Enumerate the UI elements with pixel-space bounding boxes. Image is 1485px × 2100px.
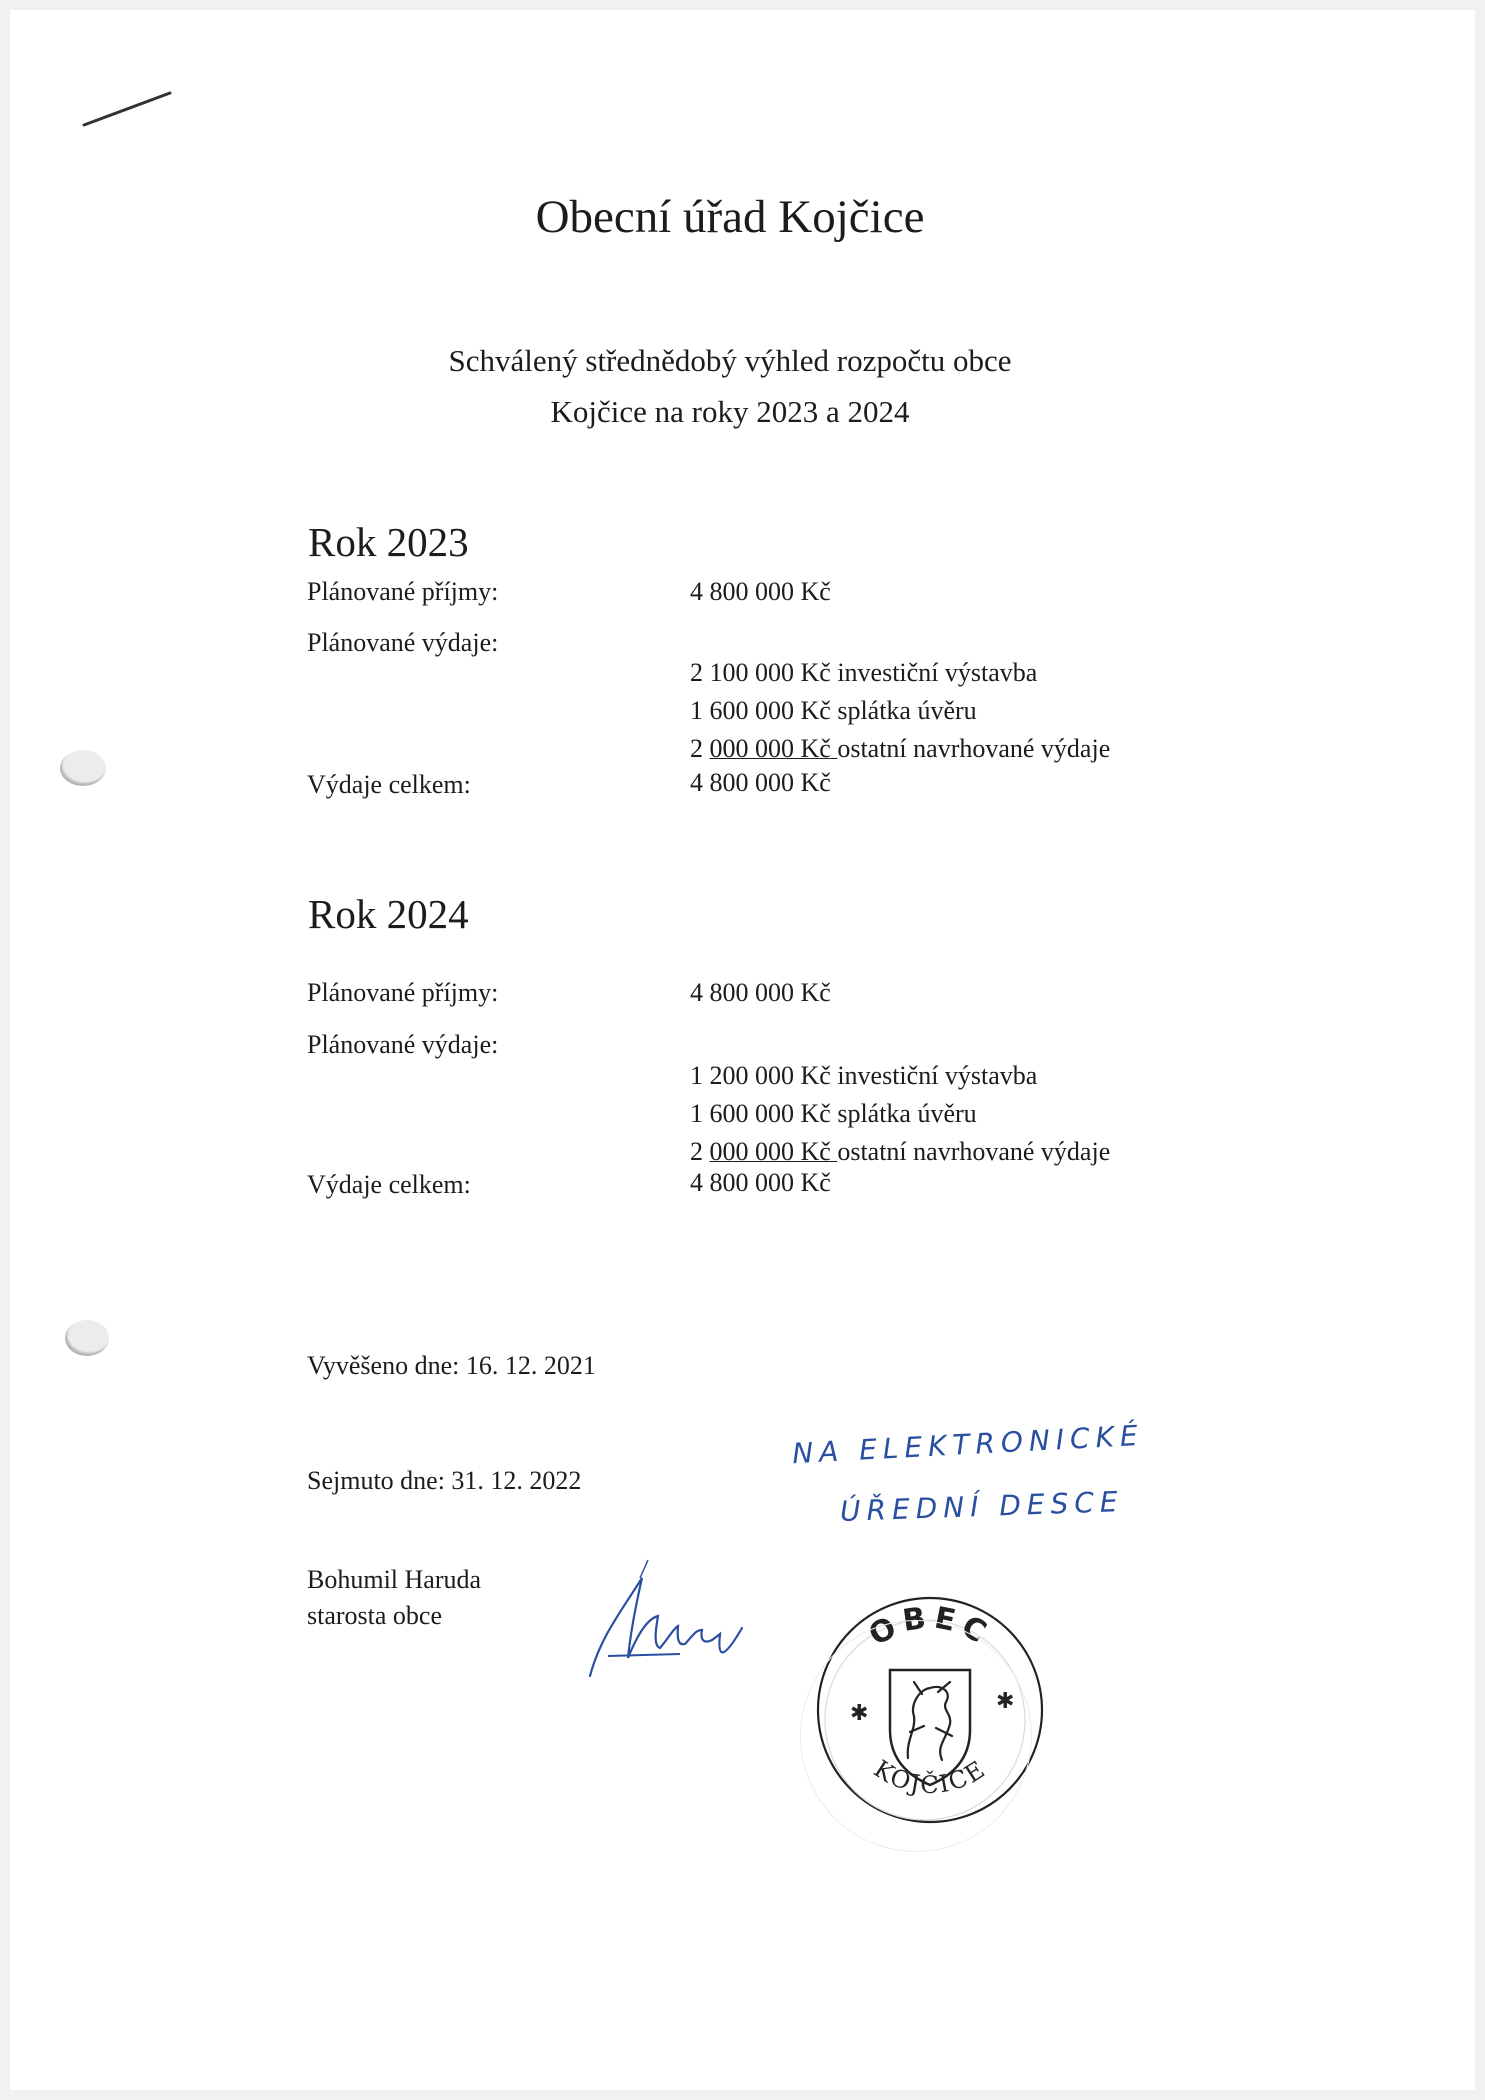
expense-text: splátka úvěru — [837, 1099, 977, 1128]
expense-item — [690, 734, 1110, 764]
star-icon: ✱ — [850, 1701, 869, 1726]
page-title: Obecní úřad Kojčice — [535, 191, 925, 243]
stamp-top-text: OBEC — [863, 1600, 998, 1654]
expense-amount: 1 600 000 Kč — [690, 1099, 831, 1128]
expense-label: Plánované výdaje: — [307, 1030, 499, 1059]
expense-amount-underlined: 000 000 Kč — [709, 1137, 831, 1166]
expense-amount: 1 200 000 Kč — [690, 1061, 831, 1090]
signatory-role: starosta obce — [307, 1601, 443, 1630]
income-value: 4 800 000 Kč — [690, 978, 831, 1007]
expense-text: splátka úvěru — [837, 696, 977, 725]
expense-item — [690, 658, 1037, 688]
total-value: 4 800 000 Kč — [690, 1168, 831, 1197]
star-icon: ✱ — [996, 1689, 1015, 1714]
total-label: Výdaje celkem: — [307, 770, 471, 799]
expense-item — [690, 1137, 1110, 1167]
expense-amount-underlined: 000 000 Kč — [709, 734, 831, 763]
expense-amount-lead: 2 — [690, 734, 710, 763]
income-label: Plánované příjmy: — [307, 978, 499, 1007]
total-value: 4 800 000 Kč — [690, 768, 831, 797]
expense-label: Plánované výdaje: — [307, 628, 499, 657]
expense-amount-lead: 2 — [690, 1137, 710, 1166]
expense-item — [690, 696, 977, 726]
removed-date: Sejmuto dne: 31. 12. 2022 — [307, 1466, 582, 1495]
expense-text: investiční výstavba — [837, 1061, 1038, 1090]
punch-hole-top — [60, 750, 106, 786]
document-page — [10, 10, 1475, 2090]
pen-mark — [80, 85, 180, 135]
handwritten-note-line-2: ÚŘEDNÍ DESCE — [839, 1485, 1125, 1528]
signatory-name: Bohumil Haruda — [307, 1565, 482, 1594]
expense-amount: 2 100 000 Kč — [690, 658, 831, 687]
expense-text: investiční výstavba — [837, 658, 1038, 687]
total-label: Výdaje celkem: — [307, 1170, 471, 1199]
expense-amount: 1 600 000 Kč — [690, 696, 831, 725]
expense-item — [690, 1099, 977, 1129]
income-label: Plánované příjmy: — [307, 577, 499, 606]
subtitle-line-2: Kojčice na roky 2023 a 2024 — [550, 394, 910, 429]
stamp-bottom-text: KOJČICE — [868, 1754, 992, 1799]
expense-text: ostatní navrhované výdaje — [837, 1137, 1111, 1166]
posted-date: Vyvěšeno dne: 16. 12. 2021 — [307, 1351, 596, 1380]
stamp-ghost — [800, 1620, 1032, 1852]
subtitle-line-1: Schválený střednědobý výhled rozpočtu obce — [448, 343, 1012, 378]
signature-image — [570, 1558, 770, 1688]
handwritten-note-line-1: NA ELEKTRONICKÉ — [791, 1418, 1145, 1471]
expense-text: ostatní navrhované výdaje — [837, 734, 1111, 763]
year-heading: Rok 2024 — [308, 891, 469, 937]
punch-hole-bottom — [65, 1320, 109, 1356]
expense-item — [690, 1061, 1037, 1091]
year-heading: Rok 2023 — [308, 519, 469, 565]
income-value: 4 800 000 Kč — [690, 577, 831, 606]
